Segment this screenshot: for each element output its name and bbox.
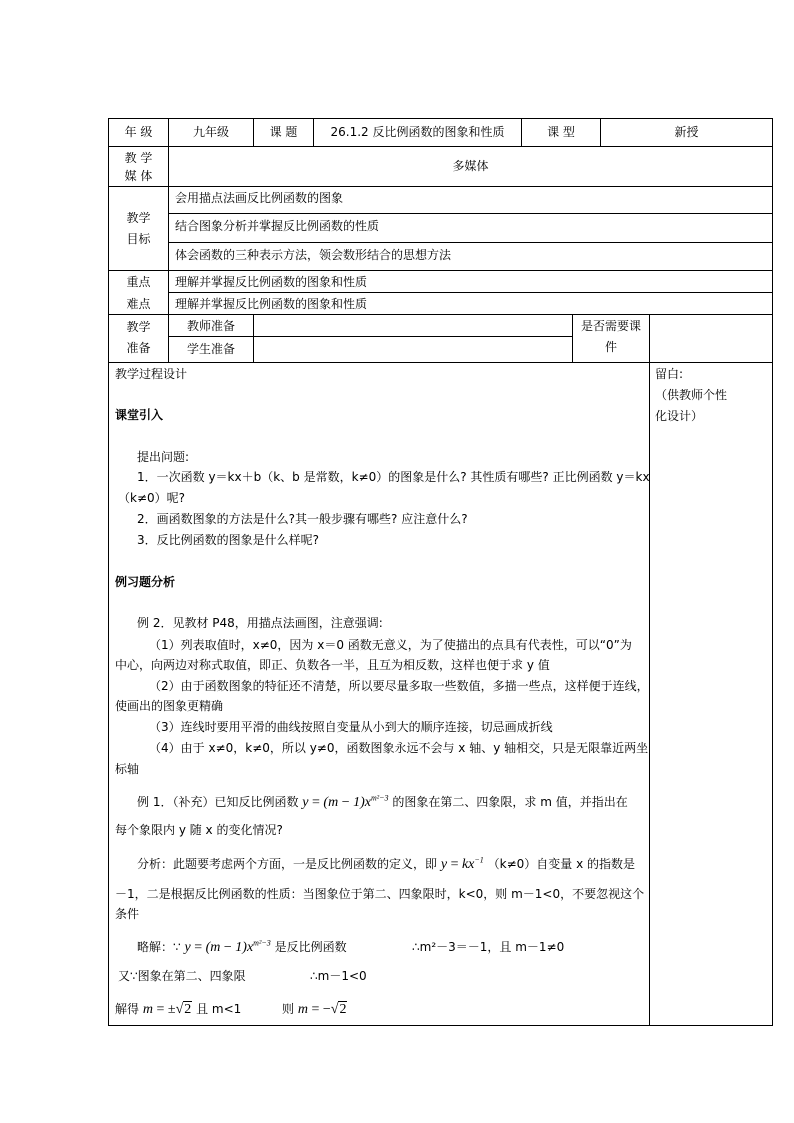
solution-prefix: 略解：∵ [137, 940, 181, 954]
notes-line2: 化设计） [655, 409, 704, 423]
formula-y-m-minus-1-x-power: $y = (m - 1)x^{m^2-3}$ [302, 793, 389, 810]
formula-m-minus-root2: m = −√2 [297, 1002, 347, 1017]
example-heading: 例习题分析 [115, 575, 176, 589]
question-2: 2．画函数图象的方法是什么?其一般步骤有哪些? 应注意什么? [137, 512, 468, 526]
notes-line1: （供教师个性 [655, 388, 728, 402]
question-3: 3．反比例函数的图象是什么样呢? [137, 533, 320, 547]
media-label-line2: 媒 体 [124, 169, 153, 183]
solution-line3-mid: 且 m<1 [196, 1002, 242, 1016]
solution-line3 [115, 1000, 241, 1019]
row-divider [168, 242, 773, 243]
row-divider [108, 362, 773, 363]
example-1-line1 [137, 793, 628, 812]
topic-value: 26.1.2 反比例函数的图象和性质 [330, 125, 505, 139]
ask-heading: 提出问题: [137, 450, 190, 464]
example-1-prefix: 例 1．（补充）已知反比例函数 [137, 795, 299, 809]
example-2-point-2-line2: 使画出的图象更精确 [115, 699, 224, 713]
row-divider [108, 146, 773, 147]
goal-item: 结合图象分析并掌握反比例函数的性质 [175, 219, 380, 233]
table-border-top [108, 118, 773, 119]
col-divider [253, 314, 254, 362]
analysis-prefix: 分析：此题要考虑两个方面，一是反比例函数的定义，即 [137, 857, 438, 871]
analysis-line2: －1，二是根据反比例函数的性质：当图象位于第二、四象限时，k<0，则 m－1<0，不要忽视这个 [115, 887, 645, 901]
teacher-prep-label: 教师准备 [186, 319, 235, 333]
solution-line3-then: 则 [282, 1002, 295, 1016]
row-divider [108, 186, 773, 187]
row-divider [108, 270, 773, 271]
example-2-intro: 例 2．见教材 P48，用描点法画图，注意强调: [137, 616, 383, 630]
analysis-line1 [137, 855, 635, 874]
formula-y-m-minus-1-x-power-2: $y = (m - 1)x^{m^2-3}$ [184, 938, 271, 955]
table-border-right [772, 118, 773, 1026]
row-divider [168, 292, 773, 293]
goal-item: 体会函数的三种表示方法，领会数形结合的思想方法 [175, 248, 452, 262]
courseware-label-line1: 是否需要课 [580, 319, 641, 333]
example-2-point-4-line2: 标轴 [115, 762, 140, 776]
question-1-line2: （k≠0）呢? [118, 491, 186, 505]
goals-label-line2: 目标 [126, 232, 151, 246]
prep-label-line2: 准备 [126, 341, 151, 355]
difficult-point: 理解并掌握反比例函数的图象和性质 [175, 297, 368, 311]
type-label: 课 型 [547, 125, 575, 139]
notes-divider [649, 362, 650, 1026]
topic-label: 课 题 [269, 125, 298, 139]
notes-label: 留白: [655, 367, 684, 381]
keypoints-label-line1: 重点 [126, 275, 151, 289]
key-point: 理解并掌握反比例函数的图象和性质 [175, 275, 368, 289]
table-border-left [108, 118, 109, 1026]
example-1-suffix: 的图象在第二、四象限，求 m 值，并指出在 [392, 795, 628, 809]
grade-label: 年 级 [124, 125, 153, 139]
formula-y-kx-inverse: $y = kx^{-1}$ [440, 855, 484, 872]
row-divider [108, 314, 773, 315]
example-2-point-1-line2: 中心，向两边对称式取值，即正、负数各一半，且互为相反数，这样也便于求 y 值 [115, 658, 550, 672]
example-2-point-3: （3）连线时要用平滑的曲线按照自变量从小到大的顺序连接，切忌画成折线 [149, 720, 553, 734]
question-1-line1: 1．一次函数 y＝kx＋b（k、b 是常数，k≠0）的图象是什么? 其性质有哪些? 正比例函数 y＝kx [137, 470, 650, 484]
row-divider [168, 336, 572, 337]
prep-label-line1: 教学 [126, 320, 151, 334]
intro-heading: 课堂引入 [115, 408, 164, 422]
col-divider [649, 314, 650, 362]
solution-right: ∴m²－3＝－1，且 m－1≠0 [412, 940, 565, 954]
media-label-line1: 教 学 [124, 151, 153, 165]
example-2-point-1-line1: （1）列表取值时，x≠0，因为 x＝0 函数无意义，为了使描出的点具有代表性，可以“0”为 [149, 638, 632, 652]
type-value: 新授 [674, 125, 699, 139]
solution-line2-left: 又∵图象在第二、四象限 [118, 969, 246, 983]
student-prep-label: 学生准备 [186, 342, 235, 356]
analysis-suffix: （k≠0）自变量 x 的指数是 [487, 857, 636, 871]
example-2-point-2-line1: （2）由于函数图象的特征还不清楚，所以要尽量多取一些数值，多描一些点，这样便于连线， [149, 679, 649, 693]
solution-line3-then-wrap [282, 1000, 347, 1019]
row-divider [168, 213, 773, 214]
media-value: 多媒体 [452, 159, 489, 173]
keypoints-label-line2: 难点 [126, 297, 151, 311]
formula-m-plus-minus-root2: m = ±√2 [142, 1002, 192, 1017]
courseware-label-line2: 件 [604, 340, 617, 354]
example-2-point-4-line1: （4）由于 x≠0，k≠0，所以 y≠0，函数图象永远不会与 x 轴、y 轴相交，只是无限靠近两坐 [149, 741, 649, 755]
grade-value: 九年级 [192, 125, 229, 139]
solution-line2-right: ∴m－1<0 [310, 969, 367, 983]
solution-mid: 是反比例函数 [274, 940, 347, 954]
solution-line3-prefix: 解得 [115, 1002, 140, 1016]
process-title: 教学过程设计 [115, 367, 188, 381]
goals-label-line1: 教学 [126, 211, 151, 225]
goal-item: 会用描点法画反比例函数的图象 [175, 191, 344, 205]
solution-line1 [137, 938, 347, 957]
analysis-line3: 条件 [115, 907, 140, 921]
table-border-bottom [108, 1025, 773, 1026]
example-1-line2: 每个象限内 y 随 x 的变化情况? [115, 823, 283, 837]
